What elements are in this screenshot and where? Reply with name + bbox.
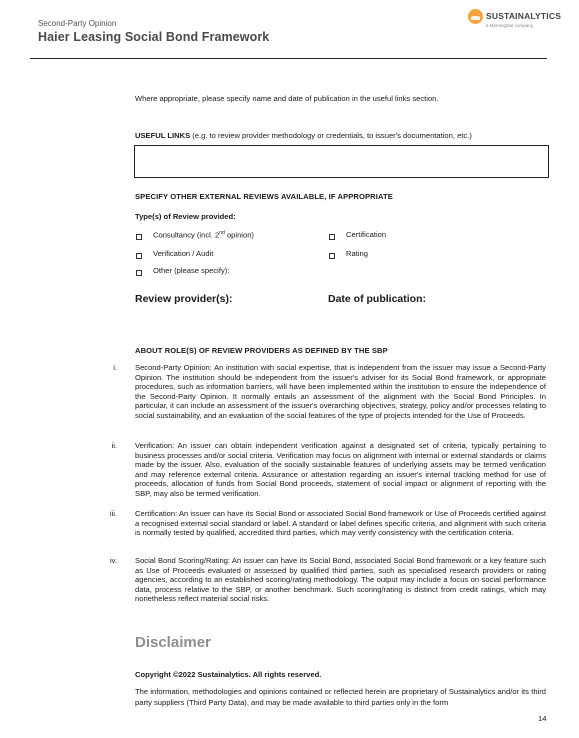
- header-divider: [30, 58, 547, 59]
- list-number: iv.: [109, 556, 117, 565]
- checkbox-label-rating: Rating: [346, 249, 368, 258]
- review-types-heading: Type(s) of Review provided:: [135, 212, 236, 221]
- about-roles-heading: ABOUT ROLE(S) OF REVIEW PROVIDERS AS DEFINED BY THE SBP: [135, 346, 388, 355]
- checkbox-label-verification: Verification / Audit: [153, 249, 214, 258]
- disclaimer-text: The information, methodologies and opinions contained or reflected herein are proprietary of Sustainalytics and/or its third party suppliers (Third Party Data), and may be made available to third parties only in the form: [135, 687, 546, 707]
- document-title: Haier Leasing Social Bond Framework: [38, 30, 270, 44]
- checkbox-label-consultancy: Consultancy (incl. 2nd opinion): [153, 230, 254, 240]
- disclaimer-heading: Disclaimer: [135, 634, 211, 651]
- logo-subtext: a Morningstar company: [486, 23, 534, 28]
- header-subtitle: Second-Party Opinion: [38, 19, 117, 28]
- other-reviews-heading: SPECIFY OTHER EXTERNAL REVIEWS AVAILABLE, IF APPROPRIATE: [135, 192, 393, 201]
- list-number: ii.: [111, 441, 117, 450]
- intro-text: Where appropriate, please specify name and date of publication in the useful links section.: [135, 94, 439, 103]
- checkbox-consultancy[interactable]: [136, 234, 142, 240]
- date-of-publication-label: Date of publication:: [328, 293, 426, 305]
- list-number: i.: [113, 363, 117, 372]
- checkbox-label-other: Other (please specify):: [153, 266, 230, 275]
- checkbox-verification[interactable]: [136, 253, 142, 259]
- useful-links-heading: [135, 131, 472, 141]
- useful-links-label: USEFUL LINKS: [135, 131, 191, 140]
- useful-links-box[interactable]: [134, 145, 549, 178]
- useful-links-note: (e.g. to review provider methodology or credentials, to issuer's documentation, etc.): [190, 131, 472, 140]
- list-item-second-party-opinion: Second-Party Opinion: An institution with social expertise, that is independent from the issuer may issue a Second-Party Opinion. The institution should be independent from the issuer's adviser for its Social Bond framework, or appropriate procedures, such as information barriers, will have been implemented within the institution to ensure the independence of the Second-Party Opinion. It normally entails an assessment of the alignment with the Social Bond Principles. In particular, it can include an assessment of the issuer's overarching objectives, strategy, policy and/or processes relating to social sustainability, and an evaluation of the social features of the type of projects intended for the Use of Proceeds.: [135, 363, 546, 420]
- copyright-notice: Copyright ©2022 Sustainalytics. All rights reserved.: [135, 670, 322, 679]
- checkbox-rating[interactable]: [329, 253, 335, 259]
- list-number: iii.: [109, 509, 117, 518]
- checkbox-label-certification: Certification: [346, 230, 387, 239]
- logo-mark-icon: [468, 9, 483, 24]
- page-number: 14: [538, 714, 547, 723]
- list-item-certification: Certification: An issuer can have its Social Bond or associated Social Bond framework or Use of Proceeds certified against a recognised external social standard or label. A standard or label defines specific criteria, and alignment with such criteria is normally tested by qualified, accredited third parties, which may verify consistency with the certification criteria.: [135, 509, 546, 537]
- list-item-verification: Verification: An issuer can obtain independent verification against a designated set of criteria, typically pertaining to business processes and/or social criteria. Verification may focus on alignment with internal or external standards or claims made by the issuer. Also, evaluation of the socially sustainable features of underlying assets may be termed verification and may reference external criteria. Assurance or attestation regarding an issuer's internal tracking method for use of proceeds, allocation of funds from Social Bond proceeds, statement of social impact or alignment of reporting with the SBP, may also be termed verification.: [135, 441, 546, 498]
- logo-wordmark: SUSTAINALYTICS: [486, 11, 562, 21]
- review-provider-label: Review provider(s):: [135, 293, 233, 305]
- checkbox-other[interactable]: [136, 270, 142, 276]
- sustainalytics-logo: [468, 9, 568, 35]
- checkbox-certification[interactable]: [329, 234, 335, 240]
- list-item-scoring-rating: Social Bond Scoring/Rating: An issuer can have its Social Bond, associated Social Bond framework or a key feature such as Use of Proceeds evaluated or assessed by qualified third parties, such as specialised research providers or rating agencies, according to an established scoring/rating methodology. The output may include a focus on social performance data, process relative to the SBP, or another benchmark. Such scoring/rating is distinct from credit ratings, which may nonetheless reflect material social risks.: [135, 556, 546, 603]
